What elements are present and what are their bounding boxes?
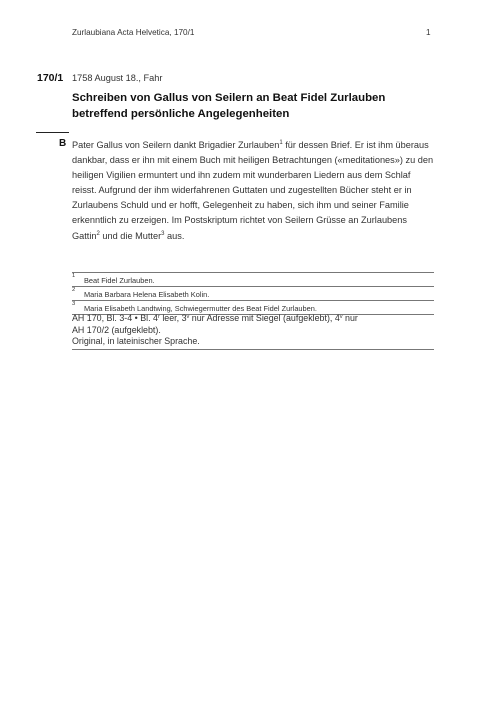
section-marker: B xyxy=(59,138,67,149)
archival-note xyxy=(72,313,434,350)
archival-text: leer, 3 xyxy=(159,313,187,323)
footnote-number: 1 xyxy=(72,273,76,279)
folio-side: v xyxy=(186,314,190,320)
document-date: 1758 August 18., Fahr xyxy=(72,73,163,83)
summary-paragraph xyxy=(72,138,434,244)
footnotes xyxy=(72,272,434,315)
document-number: 170/1 xyxy=(37,72,64,84)
page-number: 1 xyxy=(426,28,431,37)
footnote-ref-1[interactable]: 1 xyxy=(279,140,283,146)
summary-text: aus. xyxy=(164,230,185,241)
footnote-text: Beat Fidel Zurlauben. xyxy=(84,275,155,285)
footnote-ref-3[interactable]: 3 xyxy=(161,230,165,237)
title-rule xyxy=(36,132,69,133)
document-title: Schreiben von Gallus von Seilern an Beat Fidel Zurlauben betreffend persönliche Angelegenheiten xyxy=(72,92,386,120)
footnote-text: Maria Barbara Helena Elisabeth Kolin. xyxy=(84,289,210,299)
folio-side: r xyxy=(157,314,160,320)
footnote-number: 3 xyxy=(72,301,76,307)
archival-text: nur Adresse mit Siegel (aufgeklebt), 4 xyxy=(189,313,340,323)
archival-text: AH 170, Bl. 3-4 • Bl. 4 xyxy=(72,313,158,323)
folio-side: v xyxy=(339,314,343,320)
summary-text: für dessen Brief. Er ist ihm überaus dankbar, dass er ihn mit einem Buch mit heiligen Betrachtungen («meditationes») zu den heiligen Vigilien ermuntert und ihn zudem mit wunderbaren Liedern aus dem Schlaf reisst. Aufgrund der ihm widerfahrenen Guttaten und zugestellten Bücher steht er in Zurlaubens Schuld und er hofft, Gelegenheit zu haben, sich ihm und seiner Familie erkenntlich zu erzeigen. Im Postskriptum richtet von Seilern Grüsse an Zurlaubens Gattin xyxy=(72,140,434,241)
archival-text: nur xyxy=(342,313,358,323)
footnote-2 xyxy=(72,286,434,300)
running-title: Zurlaubiana Acta Helvetica, 170/1 xyxy=(72,28,195,37)
archival-line-2: AH 170/2 (aufgeklebt). xyxy=(72,324,161,335)
footnote-text: Maria Elisabeth Landtwing, Schwiegermutter des Beat Fidel Zurlauben. xyxy=(84,303,317,313)
summary-text: und die Mutter xyxy=(99,230,162,241)
footnote-1 xyxy=(72,272,434,286)
footnote-ref-2[interactable]: 2 xyxy=(96,230,100,237)
archival-line-1 xyxy=(72,313,434,325)
archival-line-3: Original, in lateinischer Sprache. xyxy=(72,336,200,347)
summary-text: Pater Gallus von Seilern dankt Brigadier Zurlauben xyxy=(72,140,280,150)
footnote-number: 2 xyxy=(72,287,76,293)
